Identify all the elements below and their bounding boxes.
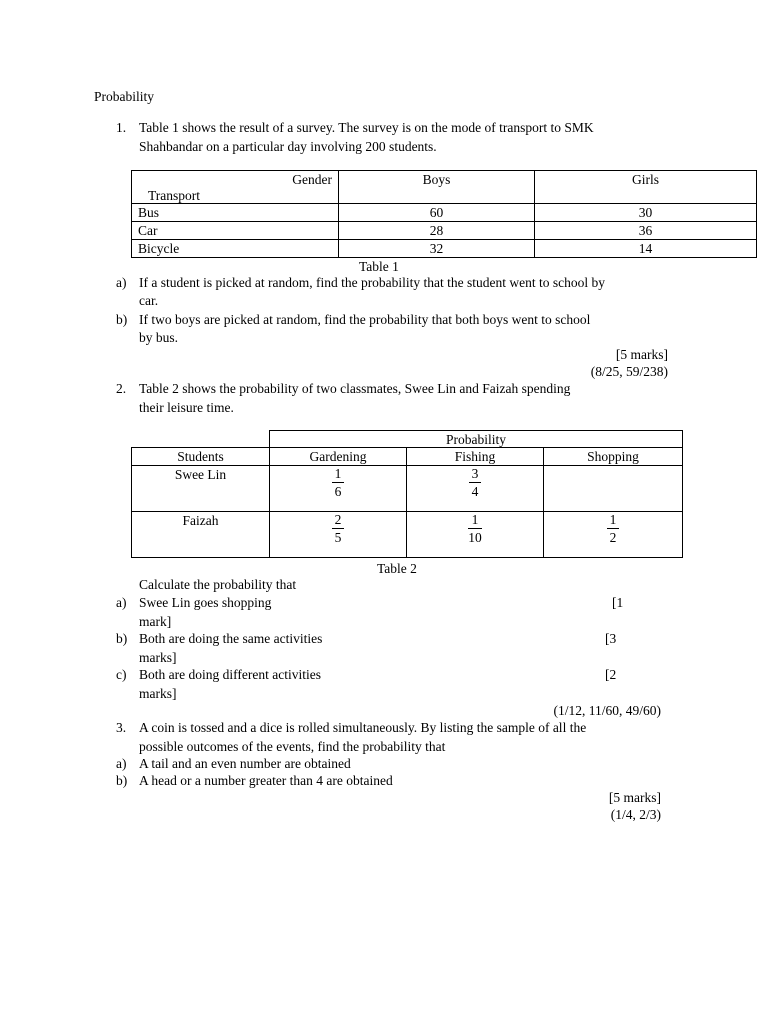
q2b-mark-1: [3 (605, 631, 617, 646)
q3-answers: (1/4, 2/3) (610, 807, 661, 822)
table1-header-girls: Girls (535, 171, 757, 204)
table2-row-name: Swee Lin (132, 466, 270, 512)
q1a-text-line2: car. (139, 293, 159, 308)
table1-cell-boys: 60 (339, 204, 535, 222)
q2-number: 2. (116, 381, 127, 396)
q2-answers: (1/12, 11/60, 49/60) (553, 703, 661, 718)
table2-header-fishing: Fishing (407, 448, 544, 466)
q2b-mark-2: marks] (139, 650, 177, 665)
table2-cell-fishing (407, 512, 544, 558)
table2-header-gardening: Gardening (270, 448, 407, 466)
table1-corner-gender: Gender (292, 172, 332, 187)
q2-intro: Calculate the probability that (139, 577, 297, 592)
table-row (132, 204, 757, 222)
q2-text-line2: their leisure time. (139, 400, 234, 415)
table-2 (131, 447, 683, 558)
q2b-text: Both are doing the same activities (139, 631, 323, 646)
table2-cell-fishing (407, 466, 544, 512)
table2-caption: Table 2 (377, 561, 417, 576)
fraction (469, 466, 482, 501)
q2a-text: Swee Lin goes shopping (139, 595, 272, 610)
fraction-denominator: 10 (468, 530, 482, 545)
fraction-numerator: 2 (332, 512, 345, 529)
table1-cell-girls: 30 (535, 204, 757, 222)
fraction-numerator: 3 (469, 466, 482, 483)
table1-corner-cell (132, 171, 339, 204)
q1b-text-line1: If two boys are picked at random, find the probability that both boys went to school (139, 312, 591, 327)
q3-number: 3. (116, 720, 127, 735)
q2a-mark-1: [1 (612, 595, 624, 610)
q1b-text-line2: by bus. (139, 330, 179, 345)
fraction (332, 512, 345, 547)
q3b-label: b) (116, 773, 128, 788)
table-2-header (269, 430, 683, 449)
q2c-mark-2: marks] (139, 686, 177, 701)
q3-marks: [5 marks] (608, 790, 661, 805)
q1-text-line2: Shahbandar on a particular day involving 200 students. (139, 139, 437, 154)
fraction-denominator: 5 (334, 530, 342, 545)
table1-cell-girls: 14 (535, 240, 757, 258)
q1-marks: [5 marks] (615, 347, 668, 362)
q3-text-line1: A coin is tossed and a dice is rolled simultaneously. By listing the sample of all the (139, 720, 587, 735)
q2b-label: b) (116, 631, 128, 646)
fraction (332, 466, 345, 501)
q1a-label: a) (116, 275, 127, 290)
table1-row-label: Bicycle (132, 240, 339, 258)
table2-header-shopping: Shopping (544, 448, 683, 466)
q3-text-line2: possible outcomes of the events, find the probability that (139, 739, 446, 754)
fraction (468, 512, 482, 547)
table2-cell-shopping (544, 512, 683, 558)
table2-cell-gardening (270, 512, 407, 558)
q2a-label: a) (116, 595, 127, 610)
q2a-mark-2: mark] (139, 614, 172, 629)
fraction-denominator: 4 (471, 484, 479, 499)
table1-row-label: Car (132, 222, 339, 240)
table2-cell-gardening (270, 466, 407, 512)
fraction-denominator: 2 (609, 530, 617, 545)
fraction-numerator: 1 (332, 466, 345, 483)
q3b-text: A head or a number greater than 4 are obtained (139, 773, 393, 788)
table2-cell-shopping (544, 466, 683, 512)
table2-row-name: Faizah (132, 512, 270, 558)
table-1 (131, 170, 757, 258)
q1-answers: (8/25, 59/238) (590, 364, 668, 379)
table-row (132, 240, 757, 258)
q2c-mark-1: [2 (605, 667, 617, 682)
q1a-text-line1: If a student is picked at random, find the probability that the student went to school by (139, 275, 606, 290)
fraction (607, 512, 620, 547)
page-title: Probability (94, 89, 154, 104)
table1-caption: Table 1 (359, 259, 399, 274)
table1-row-label: Bus (132, 204, 339, 222)
q1-number: 1. (116, 120, 127, 135)
table1-corner-transport: Transport (148, 188, 201, 203)
table1-header-boys: Boys (339, 171, 535, 204)
table2-header-probability: Probability (270, 431, 683, 449)
table2-header-students: Students (132, 448, 270, 466)
table-row (132, 512, 683, 558)
table1-cell-boys: 32 (339, 240, 535, 258)
q3a-text: A tail and an even number are obtained (139, 756, 351, 771)
q2-text-line1: Table 2 shows the probability of two classmates, Swee Lin and Faizah spending (139, 381, 571, 396)
table1-cell-girls: 36 (535, 222, 757, 240)
q3a-label: a) (116, 756, 127, 771)
table-row (132, 222, 757, 240)
fraction-denominator: 6 (334, 484, 342, 499)
q1-text-line1: Table 1 shows the result of a survey. The survey is on the mode of transport to SMK (139, 120, 594, 135)
q1b-label: b) (116, 312, 128, 327)
table1-cell-boys: 28 (339, 222, 535, 240)
fraction-numerator: 1 (607, 512, 620, 529)
q2c-label: c) (116, 667, 127, 682)
fraction-numerator: 1 (468, 512, 482, 529)
q2c-text: Both are doing different activities (139, 667, 321, 682)
table-row (132, 466, 683, 512)
